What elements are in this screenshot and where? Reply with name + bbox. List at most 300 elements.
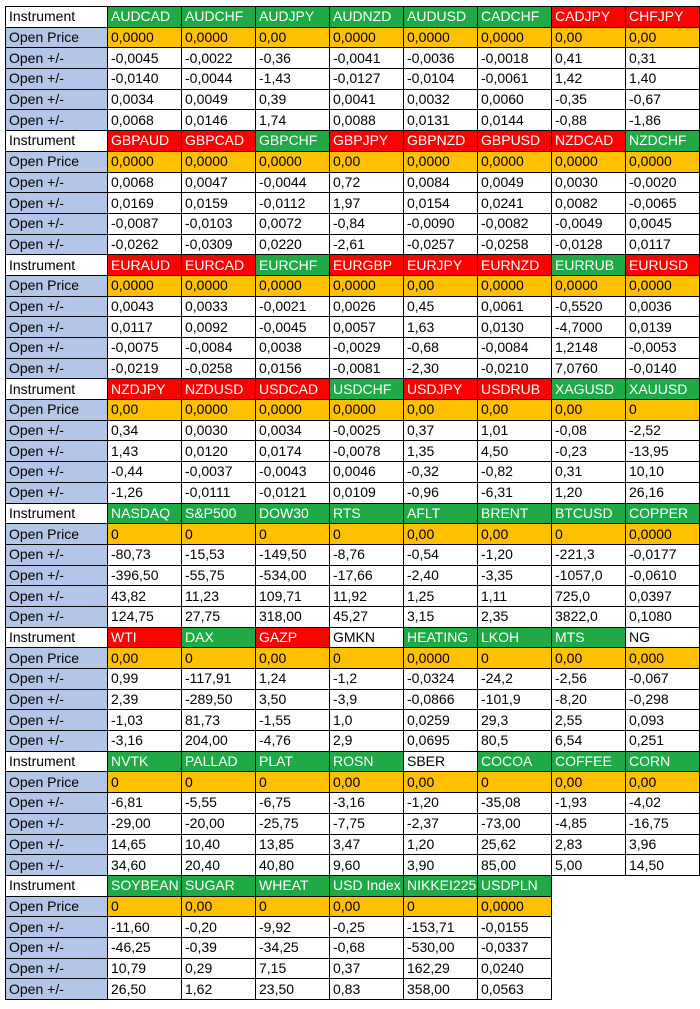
open-delta-cell: 204,00 bbox=[182, 731, 256, 752]
instrument-name-cell: HEATING bbox=[404, 627, 478, 648]
open-delta-cell: -0,0043 bbox=[256, 462, 330, 483]
open-delta-cell: -221,3 bbox=[552, 544, 626, 565]
empty-cell bbox=[552, 875, 626, 896]
open-delta-cell: 1,42 bbox=[552, 69, 626, 90]
open-delta-cell: 0,99 bbox=[108, 669, 182, 690]
open-delta-label: Open +/- bbox=[6, 482, 108, 503]
open-delta-cell: -4,85 bbox=[552, 813, 626, 834]
open-delta-cell: 0,093 bbox=[626, 710, 700, 731]
open-price-cell: 0 bbox=[478, 772, 552, 793]
open-delta-cell: -0,0020 bbox=[626, 172, 700, 193]
instrument-name-cell: GMKN bbox=[330, 627, 404, 648]
open-delta-cell: -0,25 bbox=[330, 917, 404, 938]
open-price-cell: 0,0000 bbox=[108, 275, 182, 296]
open-delta-label: Open +/- bbox=[6, 937, 108, 958]
open-price-cell: 0,0000 bbox=[108, 27, 182, 48]
open-delta-row bbox=[6, 565, 700, 586]
open-delta-cell: -1,20 bbox=[478, 544, 552, 565]
open-delta-cell: -8,20 bbox=[552, 689, 626, 710]
open-price-cell: 0,00 bbox=[330, 151, 404, 172]
open-delta-cell: -1,43 bbox=[256, 69, 330, 90]
instrument-row-label: Instrument bbox=[6, 751, 108, 772]
open-price-cell: 0,0000 bbox=[182, 275, 256, 296]
open-delta-row bbox=[6, 317, 700, 338]
open-delta-cell: 10,40 bbox=[182, 834, 256, 855]
open-price-cell: 0 bbox=[108, 896, 182, 917]
instrument-name-cell: ROSN bbox=[330, 751, 404, 772]
open-delta-cell: -0,0258 bbox=[478, 234, 552, 255]
open-delta-cell: 1,40 bbox=[626, 69, 700, 90]
open-delta-cell: 1,74 bbox=[256, 110, 330, 131]
open-delta-cell: -0,0029 bbox=[330, 338, 404, 359]
open-price-cell: 0,0000 bbox=[626, 151, 700, 172]
open-price-cell: 0 bbox=[182, 772, 256, 793]
open-delta-cell: 0,29 bbox=[182, 958, 256, 979]
open-delta-cell: 23,50 bbox=[256, 979, 330, 1000]
instrument-row-label: Instrument bbox=[6, 875, 108, 896]
open-delta-cell: 1,01 bbox=[478, 420, 552, 441]
open-delta-cell: -3,35 bbox=[478, 565, 552, 586]
instrument-price-table bbox=[5, 6, 700, 1000]
open-delta-cell: 1,20 bbox=[404, 834, 478, 855]
open-price-cell: 0 bbox=[108, 524, 182, 545]
open-delta-cell: 3,15 bbox=[404, 606, 478, 627]
open-price-cell: 0,00 bbox=[552, 772, 626, 793]
open-delta-cell: -0,88 bbox=[552, 110, 626, 131]
open-price-cell: 0,00 bbox=[478, 400, 552, 421]
open-delta-label: Open +/- bbox=[6, 296, 108, 317]
open-delta-cell: 0,41 bbox=[552, 48, 626, 69]
open-delta-label: Open +/- bbox=[6, 565, 108, 586]
empty-cell bbox=[552, 979, 626, 1000]
open-delta-cell: -0,0090 bbox=[404, 213, 478, 234]
open-delta-cell: 0,0154 bbox=[404, 193, 478, 214]
open-delta-row bbox=[6, 544, 700, 565]
open-delta-row bbox=[6, 834, 700, 855]
open-delta-cell: -0,0087 bbox=[108, 213, 182, 234]
open-delta-cell: 0,0036 bbox=[626, 296, 700, 317]
open-delta-cell: -20,00 bbox=[182, 813, 256, 834]
open-delta-cell: -11,60 bbox=[108, 917, 182, 938]
open-price-cell: 0 bbox=[552, 524, 626, 545]
open-delta-cell: 0,0030 bbox=[182, 420, 256, 441]
open-delta-cell: 85,00 bbox=[478, 855, 552, 876]
open-price-cell: 0 bbox=[626, 400, 700, 421]
open-delta-cell: 7,15 bbox=[256, 958, 330, 979]
open-delta-cell: -0,0053 bbox=[626, 338, 700, 359]
open-price-cell: 0,00 bbox=[330, 896, 404, 917]
open-delta-label: Open +/- bbox=[6, 793, 108, 814]
open-delta-cell: -0,0140 bbox=[626, 358, 700, 379]
open-delta-cell: -0,67 bbox=[626, 89, 700, 110]
open-delta-cell: 0,0068 bbox=[108, 110, 182, 131]
open-delta-label: Open +/- bbox=[6, 544, 108, 565]
open-delta-cell: 0,0026 bbox=[330, 296, 404, 317]
open-delta-cell: -7,75 bbox=[330, 813, 404, 834]
open-delta-cell: 3,47 bbox=[330, 834, 404, 855]
open-delta-row bbox=[6, 234, 700, 255]
open-delta-cell: 0,0240 bbox=[478, 958, 552, 979]
open-delta-cell: 1,43 bbox=[108, 441, 182, 462]
open-price-row bbox=[6, 400, 700, 421]
open-delta-cell: -0,0257 bbox=[404, 234, 478, 255]
open-delta-label: Open +/- bbox=[6, 710, 108, 731]
instrument-header-row bbox=[6, 503, 700, 524]
open-price-cell: 0,0000 bbox=[552, 275, 626, 296]
open-delta-cell: -0,0258 bbox=[182, 358, 256, 379]
open-delta-cell: 3822,0 bbox=[552, 606, 626, 627]
open-price-cell: 0,0000 bbox=[256, 275, 330, 296]
open-delta-cell: 4,50 bbox=[478, 441, 552, 462]
open-delta-cell: 81,73 bbox=[182, 710, 256, 731]
instrument-name-cell: AUDCAD bbox=[108, 7, 182, 28]
open-delta-cell: -117,91 bbox=[182, 669, 256, 690]
open-delta-row bbox=[6, 89, 700, 110]
instrument-name-cell: USDRUB bbox=[478, 379, 552, 400]
open-delta-cell: 1,25 bbox=[404, 586, 478, 607]
open-price-row bbox=[6, 27, 700, 48]
open-price-cell: 0,0000 bbox=[330, 27, 404, 48]
open-delta-cell: 0,0068 bbox=[108, 172, 182, 193]
open-delta-cell: 0,83 bbox=[330, 979, 404, 1000]
instrument-name-cell: PLAT bbox=[256, 751, 330, 772]
open-delta-row bbox=[6, 813, 700, 834]
instrument-name-cell: SOYBEAN bbox=[108, 875, 182, 896]
open-delta-cell: -1,26 bbox=[108, 482, 182, 503]
open-delta-cell: 109,71 bbox=[256, 586, 330, 607]
open-delta-cell: 13,85 bbox=[256, 834, 330, 855]
open-delta-cell: 40,80 bbox=[256, 855, 330, 876]
open-delta-label: Open +/- bbox=[6, 731, 108, 752]
open-delta-cell: -289,50 bbox=[182, 689, 256, 710]
open-delta-cell: -0,5520 bbox=[552, 296, 626, 317]
open-delta-label: Open +/- bbox=[6, 689, 108, 710]
instrument-row-label: Instrument bbox=[6, 7, 108, 28]
instrument-name-cell: MTS bbox=[552, 627, 626, 648]
instrument-header-row bbox=[6, 131, 700, 152]
open-price-row bbox=[6, 151, 700, 172]
open-delta-cell: -0,82 bbox=[478, 462, 552, 483]
open-delta-cell: 0,0047 bbox=[182, 172, 256, 193]
open-price-label: Open Price bbox=[6, 400, 108, 421]
open-delta-cell: 162,29 bbox=[404, 958, 478, 979]
open-delta-cell: 0,0061 bbox=[478, 296, 552, 317]
open-delta-cell: -15,53 bbox=[182, 544, 256, 565]
open-delta-cell: -8,76 bbox=[330, 544, 404, 565]
open-delta-cell: -0,68 bbox=[404, 338, 478, 359]
open-delta-cell: -0,0337 bbox=[478, 937, 552, 958]
open-delta-cell: 0,45 bbox=[404, 296, 478, 317]
open-delta-cell: 0,0109 bbox=[330, 482, 404, 503]
instrument-name-cell: CORN bbox=[626, 751, 700, 772]
instrument-name-cell: GBPUSD bbox=[478, 131, 552, 152]
instrument-name-cell: PALLAD bbox=[182, 751, 256, 772]
open-delta-cell: -0,0866 bbox=[404, 689, 478, 710]
instrument-name-cell: EURNZD bbox=[478, 255, 552, 276]
open-delta-label: Open +/- bbox=[6, 420, 108, 441]
open-delta-cell: -0,067 bbox=[626, 669, 700, 690]
open-delta-cell: 3,96 bbox=[626, 834, 700, 855]
instrument-name-cell: XAUUSD bbox=[626, 379, 700, 400]
open-delta-cell: 1,97 bbox=[330, 193, 404, 214]
open-delta-cell: 0,39 bbox=[256, 89, 330, 110]
instrument-name-cell: NG bbox=[626, 627, 700, 648]
instrument-name-cell: NASDAQ bbox=[108, 503, 182, 524]
open-price-cell: 0,00 bbox=[256, 27, 330, 48]
instrument-name-cell: NZDUSD bbox=[182, 379, 256, 400]
open-delta-cell: 5,00 bbox=[552, 855, 626, 876]
open-delta-label: Open +/- bbox=[6, 317, 108, 338]
open-price-label: Open Price bbox=[6, 524, 108, 545]
open-delta-cell: 0,0117 bbox=[626, 234, 700, 255]
open-delta-cell: 0,0241 bbox=[478, 193, 552, 214]
instrument-row-label: Instrument bbox=[6, 131, 108, 152]
open-delta-cell: 0,0043 bbox=[108, 296, 182, 317]
open-delta-cell: 0,0117 bbox=[108, 317, 182, 338]
open-delta-row bbox=[6, 855, 700, 876]
open-delta-cell: -1,20 bbox=[404, 793, 478, 814]
open-price-cell: 0,0000 bbox=[626, 275, 700, 296]
open-delta-cell: 725,0 bbox=[552, 586, 626, 607]
open-delta-cell: -0,20 bbox=[182, 917, 256, 938]
open-delta-label: Open +/- bbox=[6, 979, 108, 1000]
open-delta-cell: 0,1080 bbox=[626, 606, 700, 627]
open-delta-cell: 0,0146 bbox=[182, 110, 256, 131]
open-price-cell: 0,0000 bbox=[330, 275, 404, 296]
open-delta-cell: 0,0092 bbox=[182, 317, 256, 338]
open-delta-cell: 0,0169 bbox=[108, 193, 182, 214]
open-delta-row bbox=[6, 937, 700, 958]
open-delta-cell: -0,0022 bbox=[182, 48, 256, 69]
open-delta-cell: -0,0078 bbox=[330, 441, 404, 462]
open-delta-cell: 0,0563 bbox=[478, 979, 552, 1000]
open-delta-cell: -0,0309 bbox=[182, 234, 256, 255]
instrument-name-cell: LKOH bbox=[478, 627, 552, 648]
instrument-name-cell: S&P500 bbox=[182, 503, 256, 524]
open-delta-cell: 0,0034 bbox=[256, 420, 330, 441]
open-price-cell: 0,0000 bbox=[478, 151, 552, 172]
open-delta-cell: -9,92 bbox=[256, 917, 330, 938]
open-delta-row bbox=[6, 669, 700, 690]
open-delta-row bbox=[6, 193, 700, 214]
open-price-cell: 0,0000 bbox=[404, 27, 478, 48]
open-delta-label: Open +/- bbox=[6, 69, 108, 90]
open-delta-cell: 318,00 bbox=[256, 606, 330, 627]
open-delta-label: Open +/- bbox=[6, 586, 108, 607]
open-delta-cell: -0,298 bbox=[626, 689, 700, 710]
open-price-cell: 0 bbox=[256, 772, 330, 793]
instrument-name-cell: DAX bbox=[182, 627, 256, 648]
instrument-name-cell: AUDJPY bbox=[256, 7, 330, 28]
open-price-cell: 0,0000 bbox=[478, 275, 552, 296]
open-price-cell: 0,0000 bbox=[404, 648, 478, 669]
instrument-name-cell: EURCAD bbox=[182, 255, 256, 276]
open-delta-cell: -0,0021 bbox=[256, 296, 330, 317]
instrument-name-cell: CADCHF bbox=[478, 7, 552, 28]
instrument-header-row bbox=[6, 751, 700, 772]
open-delta-row bbox=[6, 482, 700, 503]
open-delta-cell: 11,92 bbox=[330, 586, 404, 607]
instrument-name-cell: DOW30 bbox=[256, 503, 330, 524]
open-delta-label: Open +/- bbox=[6, 606, 108, 627]
open-price-cell: 0,0000 bbox=[626, 524, 700, 545]
open-delta-cell: 0,0034 bbox=[108, 89, 182, 110]
open-price-cell: 0 bbox=[404, 896, 478, 917]
open-delta-cell: 11,23 bbox=[182, 586, 256, 607]
open-delta-row bbox=[6, 793, 700, 814]
instrument-name-cell: USDCAD bbox=[256, 379, 330, 400]
open-price-row bbox=[6, 896, 700, 917]
open-delta-cell: -6,75 bbox=[256, 793, 330, 814]
open-delta-cell: 43,82 bbox=[108, 586, 182, 607]
open-delta-cell: -13,95 bbox=[626, 441, 700, 462]
open-delta-cell: -0,0127 bbox=[330, 69, 404, 90]
open-delta-cell: 34,60 bbox=[108, 855, 182, 876]
open-delta-label: Open +/- bbox=[6, 834, 108, 855]
open-delta-cell: 0,0220 bbox=[256, 234, 330, 255]
open-delta-cell: -0,0082 bbox=[478, 213, 552, 234]
open-delta-cell: 2,83 bbox=[552, 834, 626, 855]
open-delta-cell: -0,0037 bbox=[182, 462, 256, 483]
open-delta-row bbox=[6, 917, 700, 938]
open-delta-cell: -2,30 bbox=[404, 358, 478, 379]
open-delta-cell: 2,9 bbox=[330, 731, 404, 752]
open-delta-cell: 2,39 bbox=[108, 689, 182, 710]
open-price-cell: 0,00 bbox=[626, 772, 700, 793]
open-price-cell: 0,0000 bbox=[182, 400, 256, 421]
empty-cell bbox=[552, 958, 626, 979]
open-delta-row bbox=[6, 358, 700, 379]
open-delta-cell: -0,0610 bbox=[626, 565, 700, 586]
open-delta-cell: -153,71 bbox=[404, 917, 478, 938]
instrument-name-cell: GBPJPY bbox=[330, 131, 404, 152]
open-delta-cell: 0,0057 bbox=[330, 317, 404, 338]
instrument-name-cell: GBPAUD bbox=[108, 131, 182, 152]
open-delta-row bbox=[6, 979, 700, 1000]
instrument-row-label: Instrument bbox=[6, 379, 108, 400]
open-delta-cell: -0,0128 bbox=[552, 234, 626, 255]
open-delta-cell: -0,0121 bbox=[256, 482, 330, 503]
open-delta-cell: -0,0081 bbox=[330, 358, 404, 379]
open-delta-label: Open +/- bbox=[6, 110, 108, 131]
open-delta-row bbox=[6, 172, 700, 193]
open-delta-cell: 6,54 bbox=[552, 731, 626, 752]
open-delta-cell: 124,75 bbox=[108, 606, 182, 627]
open-delta-cell: -0,96 bbox=[404, 482, 478, 503]
open-delta-cell: 0,0030 bbox=[552, 172, 626, 193]
instrument-name-cell: XAGUSD bbox=[552, 379, 626, 400]
open-price-row bbox=[6, 524, 700, 545]
open-delta-cell: 0,0174 bbox=[256, 441, 330, 462]
open-delta-cell: 7,0760 bbox=[552, 358, 626, 379]
open-delta-row bbox=[6, 958, 700, 979]
open-delta-cell: -0,0044 bbox=[182, 69, 256, 90]
open-delta-cell: 0,0033 bbox=[182, 296, 256, 317]
open-delta-cell: 0,0120 bbox=[182, 441, 256, 462]
instrument-header-row bbox=[6, 255, 700, 276]
open-price-cell: 0,00 bbox=[404, 772, 478, 793]
open-delta-cell: 3,50 bbox=[256, 689, 330, 710]
open-delta-cell: 14,65 bbox=[108, 834, 182, 855]
open-price-cell: 0 bbox=[182, 648, 256, 669]
instrument-name-cell: AUDNZD bbox=[330, 7, 404, 28]
open-delta-cell: -6,81 bbox=[108, 793, 182, 814]
open-delta-row bbox=[6, 338, 700, 359]
instrument-name-cell: CHFJPY bbox=[626, 7, 700, 28]
open-delta-row bbox=[6, 296, 700, 317]
open-delta-label: Open +/- bbox=[6, 441, 108, 462]
open-delta-row bbox=[6, 420, 700, 441]
open-delta-cell: 0,0060 bbox=[478, 89, 552, 110]
open-delta-cell: -1,55 bbox=[256, 710, 330, 731]
open-delta-cell: -0,36 bbox=[256, 48, 330, 69]
open-delta-cell: 26,50 bbox=[108, 979, 182, 1000]
open-delta-label: Open +/- bbox=[6, 338, 108, 359]
open-delta-row bbox=[6, 462, 700, 483]
open-delta-cell: 27,75 bbox=[182, 606, 256, 627]
open-delta-cell: -534,00 bbox=[256, 565, 330, 586]
open-price-label: Open Price bbox=[6, 27, 108, 48]
open-price-cell: 0,0000 bbox=[256, 151, 330, 172]
open-price-cell: 0,00 bbox=[404, 275, 478, 296]
open-price-label: Open Price bbox=[6, 896, 108, 917]
open-delta-cell: -1,2 bbox=[330, 669, 404, 690]
instrument-name-cell: GBPCHF bbox=[256, 131, 330, 152]
instrument-header-row bbox=[6, 875, 700, 896]
open-delta-row bbox=[6, 710, 700, 731]
open-delta-cell: 0,0045 bbox=[626, 213, 700, 234]
open-delta-cell: 0,0144 bbox=[478, 110, 552, 131]
empty-cell bbox=[626, 958, 700, 979]
open-delta-cell: -0,0262 bbox=[108, 234, 182, 255]
open-delta-cell: -2,52 bbox=[626, 420, 700, 441]
open-price-cell: 0,00 bbox=[256, 648, 330, 669]
open-delta-cell: -0,0045 bbox=[108, 48, 182, 69]
open-delta-cell: -3,16 bbox=[330, 793, 404, 814]
open-price-cell: 0,000 bbox=[626, 648, 700, 669]
instrument-name-cell: USDCHF bbox=[330, 379, 404, 400]
open-delta-cell: 0,0397 bbox=[626, 586, 700, 607]
open-delta-row bbox=[6, 69, 700, 90]
open-price-cell: 0 bbox=[256, 896, 330, 917]
open-delta-cell: 2,55 bbox=[552, 710, 626, 731]
open-delta-cell: -1057,0 bbox=[552, 565, 626, 586]
instrument-name-cell: NZDJPY bbox=[108, 379, 182, 400]
empty-cell bbox=[626, 875, 700, 896]
open-delta-cell: -46,25 bbox=[108, 937, 182, 958]
open-delta-cell: -24,2 bbox=[478, 669, 552, 690]
instrument-name-cell: EURRUB bbox=[552, 255, 626, 276]
open-delta-cell: -5,55 bbox=[182, 793, 256, 814]
open-delta-cell: -0,32 bbox=[404, 462, 478, 483]
open-delta-cell: 0,0159 bbox=[182, 193, 256, 214]
open-delta-cell: 0,0130 bbox=[478, 317, 552, 338]
open-delta-cell: -0,0045 bbox=[256, 317, 330, 338]
empty-cell bbox=[626, 979, 700, 1000]
open-price-cell: 0,0000 bbox=[182, 151, 256, 172]
instrument-name-cell: NZDCAD bbox=[552, 131, 626, 152]
open-price-cell: 0,0000 bbox=[108, 151, 182, 172]
open-delta-cell: -0,0177 bbox=[626, 544, 700, 565]
instrument-row-label: Instrument bbox=[6, 627, 108, 648]
open-price-label: Open Price bbox=[6, 151, 108, 172]
open-delta-cell: -0,0112 bbox=[256, 193, 330, 214]
open-delta-cell: -4,02 bbox=[626, 793, 700, 814]
open-delta-cell: 0,0259 bbox=[404, 710, 478, 731]
open-price-cell: 0,00 bbox=[478, 524, 552, 545]
open-price-cell: 0,00 bbox=[404, 524, 478, 545]
instrument-name-cell: COCOA bbox=[478, 751, 552, 772]
